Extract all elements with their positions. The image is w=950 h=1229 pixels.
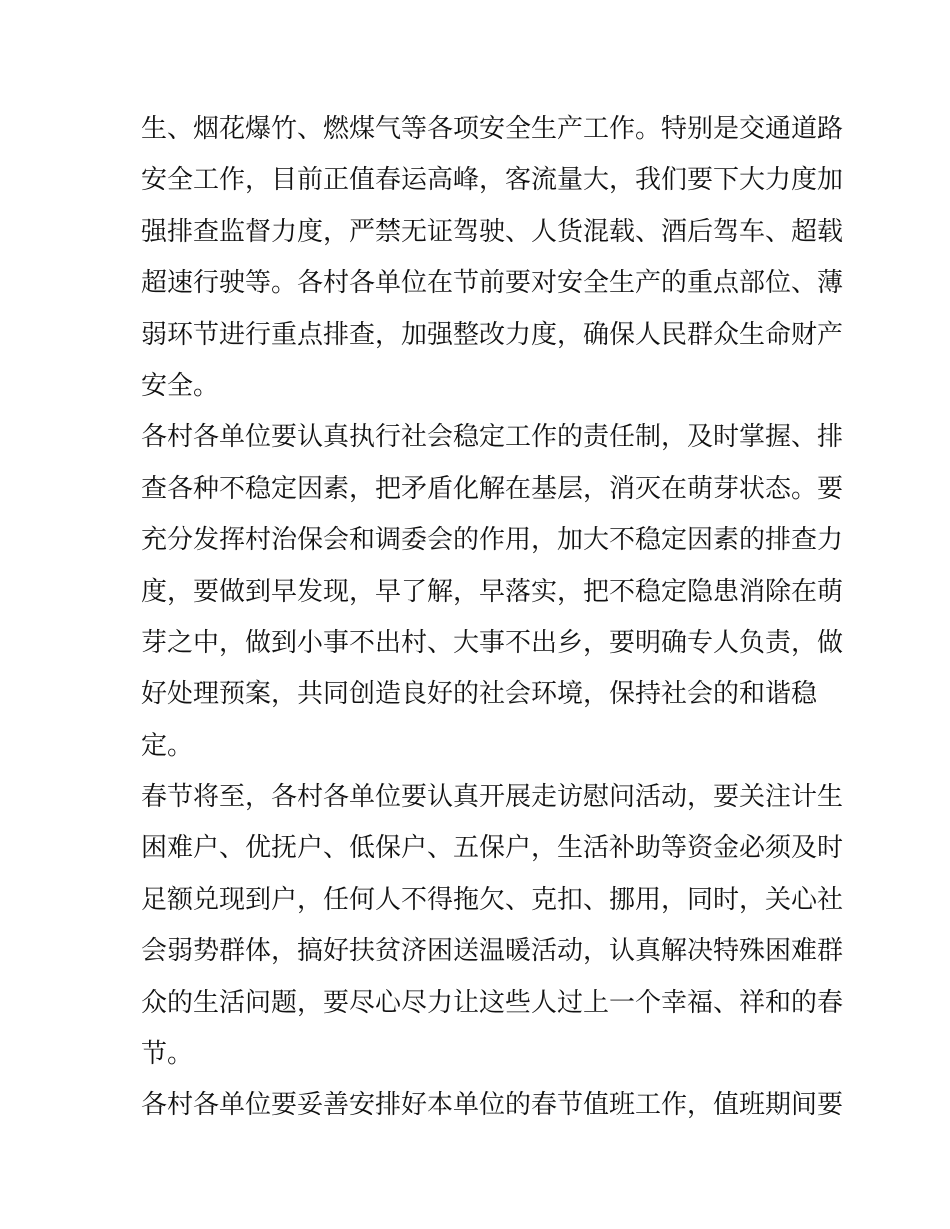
text-line: 芽之中，做到小事不出村、大事不出乡，要明确专人负责，做 [141, 627, 844, 658]
text-line: 节。 [141, 1039, 194, 1070]
text-line: 困难户、优抚户、低保户、五保户，生活补助等资金必须及时 [141, 833, 844, 864]
text-line: 定。 [141, 730, 194, 761]
text-line: 好处理预案，共同创造良好的社会环境，保持社会的和谐稳 [141, 679, 818, 710]
text-line: 超速行驶等。各村各单位在节前要对安全生产的重点部位、薄 [141, 268, 844, 299]
text-line: 各村各单位要妥善安排好本单位的春节值班工作，值班期间要 [141, 1090, 844, 1121]
text-line: 足额兑现到户，任何人不得拖欠、克扣、挪用，同时，关心社 [141, 884, 844, 915]
text-line: 会弱势群体，搞好扶贫济困送温暖活动，认真解决特殊困难群 [141, 936, 844, 967]
text-line: 各村各单位要认真执行社会稳定工作的责任制，及时掌握、排 [141, 422, 844, 453]
text-line: 春节将至，各村各单位要认真开展走访慰问活动，要关注计生 [141, 782, 844, 813]
text-line: 强排查监督力度，严禁无证驾驶、人货混载、酒后驾车、超载 [141, 216, 844, 247]
text-line: 充分发挥村治保会和调委会的作用，加大不稳定因素的排查力 [141, 525, 844, 556]
text-line: 弱环节进行重点排查，加强整改力度，确保人民群众生命财产 [141, 319, 844, 350]
text-line: 生、烟花爆竹、燃煤气等各项安全生产工作。特别是交通道路 [141, 114, 844, 144]
text-line: 安全工作，目前正值春运高峰，客流量大，我们要下大力度加 [141, 165, 844, 196]
text-line: 众的生活问题，要尽心尽力让这些人过上一个幸福、祥和的春 [141, 987, 844, 1018]
document-body [141, 104, 844, 1132]
text-line: 查各种不稳定因素，把矛盾化解在基层，消灭在萌芽状态。要 [141, 473, 844, 504]
text-line: 安全。 [141, 370, 220, 401]
text-line: 度，要做到早发现，早了解，早落实，把不稳定隐患消除在萌 [141, 576, 844, 607]
